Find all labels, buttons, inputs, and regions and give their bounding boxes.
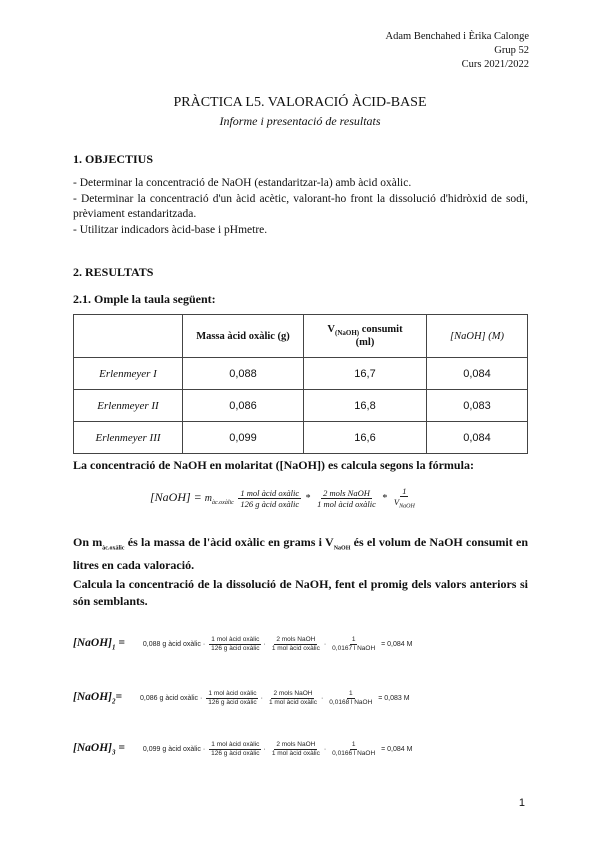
calc-label-text: [NaOH] — [73, 742, 112, 754]
header-group: Grup 52 — [494, 45, 529, 56]
calc-mass: 0,099 g àcid oxàlic · — [142, 746, 206, 753]
calc-frac-1 — [209, 636, 261, 653]
calc-f2-den: 1 mol àcid oxàlic — [271, 644, 320, 652]
row-label: Erlenmeyer II — [74, 390, 183, 422]
cell-volume: 16,7 — [304, 358, 427, 390]
cell-volume: 16,6 — [304, 422, 427, 454]
calc-f3-den: 0,0168 l NaOH — [329, 698, 373, 706]
calculation-row — [73, 633, 533, 653]
calc-f1-num: 1 mol àcid oxàlic — [211, 740, 260, 748]
handwritten-calc: 0,086 g àcid oxàlic · $\frac{\text{1 mol àcid oxàlic}}{\text{126 g àcid oxàlic}}$ · $\frac{\text{2 mols NaOH}}{\text{1 mol àcid oxàlic}}$ · $\frac{1}{\text{0,0168 l NaOH}}$ = 0,083 M — [140, 689, 410, 706]
table-row — [74, 390, 528, 422]
header-block — [386, 30, 529, 72]
formula-lhs: [NaOH] = — [150, 490, 205, 505]
objectives-heading: 1. OBJECTIUS — [73, 152, 154, 166]
row-label: Erlenmeyer I — [74, 358, 183, 390]
formula-fraction-2 — [315, 488, 378, 509]
formula-m-sub: àc.oxàlic — [212, 500, 234, 507]
formula-fraction-1 — [238, 488, 301, 509]
calc-label-suffix: = — [115, 742, 125, 754]
results-subheading: 2.1. Omple la taula següent: — [73, 292, 216, 306]
calc-result: = 0,083 M — [378, 695, 410, 702]
calc-label-sub: 1 — [111, 643, 116, 652]
results-heading: 2. RESULTATS — [73, 265, 154, 279]
cell-conc: 0,083 — [427, 390, 528, 422]
calc-result: = 0,084 M — [381, 641, 413, 648]
calc-frac-2 — [270, 741, 322, 758]
calc-frac-2 — [270, 636, 322, 653]
handwritten-calc: 0,099 g àcid oxàlic · $\frac{\text{1 mol àcid oxàlic}}{\text{126 g àcid oxàlic}}$ · $\frac{\text{2 mols NaOH}}{\text{1 mol àcid oxàlic}}$ · $\frac{1}{\text{0,0166 l NaOH}}$ = 0,084 M — [142, 740, 413, 757]
table-header-volume — [304, 315, 427, 358]
page-subtitle: Informe i presentació de resultats — [219, 114, 381, 128]
calc-f3-den: 0,0167 l NaOH — [332, 644, 376, 652]
results-table — [73, 314, 528, 454]
table-row — [74, 358, 528, 390]
frac1-num: 1 mol àcid oxàlic — [240, 488, 300, 499]
calc-label-sub: 2 — [111, 697, 116, 706]
calc-label-sub: 3 — [111, 748, 116, 757]
cell-mass: 0,099 — [183, 422, 304, 454]
calc-f3-num: 1 — [351, 740, 356, 748]
calculation-row — [73, 738, 533, 758]
frac3-den-sub: NaOH — [399, 503, 415, 510]
header-course: Curs 2021/2022 — [461, 59, 529, 70]
calc-mass: 0,088 g àcid oxàlic · — [142, 641, 206, 648]
frac1-den: 126 g àcid oxàlic — [240, 499, 300, 510]
calculation-row — [73, 687, 533, 707]
page-title: PRÀCTICA L5. VALORACIÓ ÀCID-BASE — [173, 95, 427, 110]
table-header-empty — [74, 315, 183, 358]
formula-intro: La concentració de NaOH en molaritat ([NaOH]) es calcula segons la fórmula: — [73, 458, 474, 472]
times-sign: * — [305, 493, 311, 505]
objectives-list — [73, 176, 528, 238]
calc-label-text: [NaOH] — [73, 637, 112, 649]
frac2-num: 2 mols NaOH — [323, 488, 370, 499]
expl-p1-sub: àc.oxàlic — [102, 545, 125, 552]
calc-label — [73, 637, 125, 652]
calc-label — [73, 742, 125, 757]
calc-frac-3 — [330, 741, 377, 758]
page-number: 1 — [518, 797, 525, 809]
task-text: Calcula la concentració de la dissolució de NaOH, fent el promig dels valors anteriors si són semblants. — [73, 577, 528, 608]
calc-f2-num: 2 mols NaOH — [276, 740, 316, 748]
calc-frac-1 — [209, 741, 261, 758]
formula-m: m — [204, 493, 213, 505]
calc-label-suffix: = — [115, 691, 123, 703]
expl-p2: és la massa de l'àcid oxàlic en grams i V — [124, 535, 334, 549]
table-header-conc: [NaOH] (M) — [427, 315, 528, 358]
vol-unit: (ml) — [355, 337, 375, 349]
expl-p3: és el volum de NaOH consumit en litres en cada valoració. — [73, 535, 528, 573]
frac3-den — [392, 497, 417, 512]
molarity-formula — [150, 486, 530, 512]
calc-result: = 0,084 M — [381, 746, 413, 753]
calc-f3-num: 1 — [348, 689, 353, 697]
expl-p2-sub: NaOH — [333, 545, 351, 552]
vol-prefix: V — [327, 323, 335, 335]
handwritten-calc: 0,088 g àcid oxàlic · $\frac{\text{1 mol àcid oxàlic}}{\text{126 g àcid oxàlic}}$ · $\frac{\text{2 mols NaOH}}{\text{1 mol àcid oxàlic}}$ · $\frac{1}{\text{0,0167 l NaOH}}$ = 0,084 M — [142, 635, 413, 652]
calc-f1-den: 126 g àcid oxàlic — [211, 749, 260, 757]
calc-label — [73, 691, 123, 706]
calc-f1-den: 126 g àcid oxàlic — [211, 644, 260, 652]
cell-mass: 0,086 — [183, 390, 304, 422]
objective-item: - Determinar la concentració de NaOH (estandaritzar-la) amb àcid oxàlic. — [73, 177, 412, 189]
calc-f2-num: 2 mols NaOH — [273, 689, 313, 697]
calc-frac-1 — [206, 690, 258, 707]
table-header-row — [74, 315, 528, 358]
frac3-num: 1 — [402, 486, 407, 496]
calc-label-text: [NaOH] — [73, 691, 112, 703]
calc-frac-3 — [327, 690, 374, 707]
times-sign: * — [382, 493, 388, 505]
calc-f3-den: 0,0166 l NaOH — [332, 749, 376, 757]
calc-f2-den: 1 mol àcid oxàlic — [271, 749, 320, 757]
calc-f1-num: 1 mol àcid oxàlic — [211, 635, 260, 643]
calc-label-suffix: = — [115, 637, 125, 649]
row-label: Erlenmeyer III — [74, 422, 183, 454]
formula-fraction-3 — [392, 486, 417, 512]
formula-explanation — [73, 534, 528, 574]
calc-f3-num: 1 — [351, 635, 356, 643]
frac2-den: 1 mol àcid oxàlic — [317, 499, 376, 510]
calc-f2-den: 1 mol àcid oxàlic — [268, 698, 318, 706]
calc-f1-den: 126 g àcid oxàlic — [208, 698, 257, 706]
objective-item: - Determinar la concentració d'un àcid acètic, valorant-ho front la dissolució d'hidròxid de sodi, prèviament estandaritzada. — [73, 192, 528, 220]
calc-mass: 0,086 g àcid oxàlic · — [140, 695, 203, 702]
cell-mass: 0,088 — [183, 358, 304, 390]
table-row — [74, 422, 528, 454]
cell-conc: 0,084 — [427, 422, 528, 454]
vol-sub: (NaOH) — [335, 329, 360, 338]
calc-frac-3 — [330, 636, 377, 653]
calc-f2-num: 2 mols NaOH — [276, 635, 316, 643]
objective-item: - Utilitzar indicadors àcid-base i pHmetre. — [73, 223, 268, 236]
expl-p1: On m — [73, 535, 103, 549]
table-header-mass: Massa àcid oxàlic (g) — [183, 315, 304, 358]
header-authors: Adam Benchahed i Èrika Calonge — [385, 31, 529, 42]
cell-conc: 0,084 — [427, 358, 528, 390]
calc-frac-2 — [267, 690, 319, 707]
cell-volume: 16,8 — [304, 390, 427, 422]
calc-f1-num: 1 mol àcid oxàlic — [208, 689, 257, 697]
frac3-den-v: V — [393, 497, 400, 507]
vol-suffix: consumit — [359, 323, 403, 335]
